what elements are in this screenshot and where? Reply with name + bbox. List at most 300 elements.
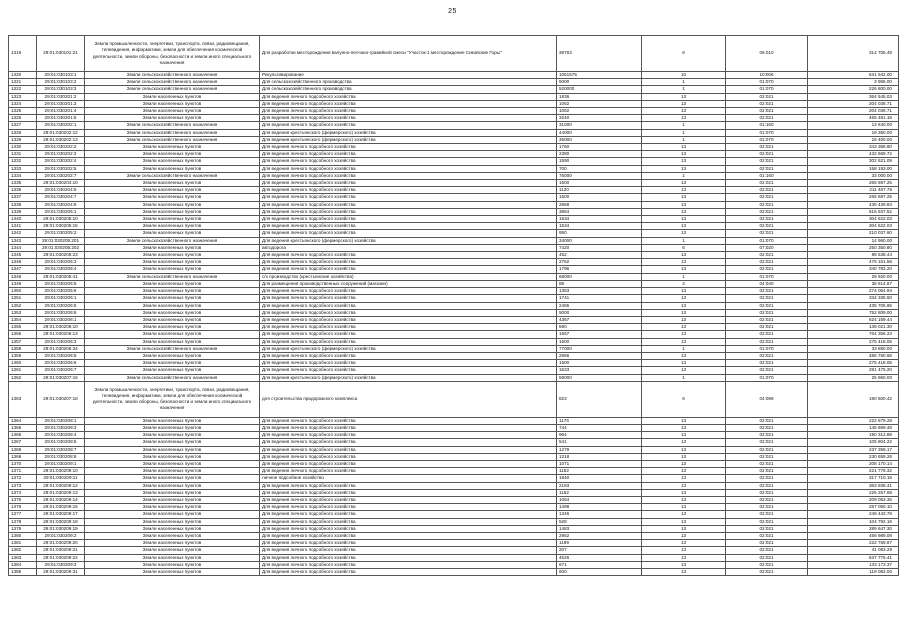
code-cell: 02:021 (726, 115, 808, 122)
cadastral-number-cell: 29:01:030206:34 (37, 345, 85, 352)
group-cell: 13 (642, 475, 726, 482)
code-cell: 02:021 (726, 259, 808, 266)
permitted-use-cell: Для размещения производственных сооружений (магазин) (260, 280, 557, 287)
area-cell: 1500 (557, 194, 642, 201)
permitted-use-cell: Для ведения личного подсобного хозяйства (260, 309, 557, 316)
cadastral-number-cell: 29:01:030209:11 (37, 475, 85, 482)
code-cell: 02:021 (726, 424, 808, 431)
area-cell: 59000 (557, 374, 642, 381)
cadastral-number-cell: 29:01:030201:2 (37, 93, 85, 100)
code-cell: 02:021 (726, 331, 808, 338)
area-cell: 39763 (557, 36, 642, 72)
cadastral-value-cell: 304 622.03 (808, 216, 899, 223)
cadastral-number-cell: 29:01:030206:6 (37, 309, 85, 316)
code-cell: 02:021 (726, 504, 808, 511)
group-cell: 1 (642, 79, 726, 86)
row-number-cell: 1363 (9, 381, 37, 417)
table-row (9, 144, 899, 151)
cadastral-value-cell: 3 965.00 (808, 79, 899, 86)
table-row (9, 187, 899, 194)
permitted-use-cell: Для ведения личного подсобного хозяйства (260, 532, 557, 539)
group-cell: 10 (642, 72, 726, 79)
table-row (9, 468, 899, 475)
code-cell: 01:160 (726, 122, 808, 129)
permitted-use-cell: Для ведения личного подсобного хозяйства (260, 352, 557, 359)
code-cell: 02:021 (726, 165, 808, 172)
permitted-use-cell: Для ведения личного подсобного хозяйства (260, 302, 557, 309)
cadastral-value-cell: 29 920.00 (808, 273, 899, 280)
group-cell: 13 (642, 100, 726, 107)
group-cell: 13 (642, 208, 726, 215)
cadastral-number-cell: 29:01:030204:5 (37, 187, 85, 194)
permitted-use-cell: Для ведения личного подсобного хозяйства (260, 540, 557, 547)
cadastral-value-cell: 624 169.44 (808, 316, 899, 323)
row-number-cell: 1324 (9, 100, 37, 107)
table-row (9, 100, 899, 107)
area-cell: 1062 (557, 108, 642, 115)
area-cell: 2952 (557, 532, 642, 539)
land-category-cell: Земли населенных пунктов (85, 194, 260, 201)
row-number-cell: 1338 (9, 201, 37, 208)
permitted-use-cell: Для ведения личного подсобного хозяйства (260, 446, 557, 453)
code-cell: 02:021 (726, 288, 808, 295)
group-cell: 13 (642, 489, 726, 496)
cadastral-value-cell: 158 193.00 (808, 165, 899, 172)
cadastral-value-cell: 119 082.00 (808, 569, 899, 576)
code-cell: 01:070 (726, 273, 808, 280)
cadastral-value-cell: 432 669.72 (808, 151, 899, 158)
group-cell: 13 (642, 367, 726, 374)
land-category-cell: Земли населенных пунктов (85, 324, 260, 331)
permitted-use-cell: Для ведения личного подсобного хозяйства (260, 561, 557, 568)
area-cell: 700 (557, 165, 642, 172)
cadastral-number-cell: 29:01:030209:13 (37, 489, 85, 496)
table-row (9, 432, 899, 439)
row-number-cell: 1373 (9, 482, 37, 489)
cadastral-value-cell: 211 467.76 (808, 187, 899, 194)
cadastral-value-cell: 752 809.00 (808, 309, 899, 316)
table-body (9, 36, 899, 576)
land-category-cell: Земли сельскохозяйственного назначения (85, 345, 260, 352)
permitted-use-cell: Для ведения личного подсобного хозяйства (260, 115, 557, 122)
area-cell: 1836 (557, 93, 642, 100)
code-cell: 02:021 (726, 100, 808, 107)
permitted-use-cell: Для ведения личного подсобного хозяйства (260, 324, 557, 331)
group-cell: 13 (642, 439, 726, 446)
cadastral-number-cell: 29:01:030205:10 (37, 216, 85, 223)
permitted-use-cell: Для ведения личного подсобного хозяйства (260, 194, 557, 201)
code-cell: 02:021 (726, 496, 808, 503)
row-number-cell: 1336 (9, 187, 37, 194)
cadastral-number-cell: 29:01:030205:15 (37, 223, 85, 230)
cadastral-value-cell: 98 538.44 (808, 252, 899, 259)
permitted-use-cell: Для ведения личного подсобного хозяйства (260, 331, 557, 338)
page-number: 25 (448, 8, 457, 15)
area-cell: 1218 (557, 453, 642, 460)
table-row (9, 252, 899, 259)
permitted-use-cell: с/х производство (крестьянские хозяйства) (260, 273, 557, 280)
group-cell: 13 (642, 453, 726, 460)
area-cell: 1071 (557, 460, 642, 467)
code-cell: 02:021 (726, 367, 808, 374)
table-row (9, 446, 899, 453)
row-number-cell: 1378 (9, 518, 37, 525)
table-row (9, 525, 899, 532)
land-category-cell: Земли промышленности, энергетики, транспорта, связи, радиовещания, телевидения, информатики, земли для обеспечения космической деятельности, земли обороны, безопасности и земли иного специального назначения (85, 381, 260, 417)
table-row (9, 352, 899, 359)
code-cell: 02:021 (726, 295, 808, 302)
area-cell: 1120 (557, 187, 642, 194)
area-cell: 1279 (557, 446, 642, 453)
cadastral-value-cell: 476 151.58 (808, 259, 899, 266)
group-cell: 13 (642, 309, 726, 316)
cadastral-number-cell: 29:01:030209:19 (37, 525, 85, 532)
land-category-cell: Земли населенных пунктов (85, 115, 260, 122)
land-category-cell: Земли населенных пунктов (85, 511, 260, 518)
area-cell: 1064 (557, 496, 642, 503)
cadastral-number-cell: 29:01:030209:22 (37, 554, 85, 561)
row-number-cell: 1344 (9, 244, 37, 251)
table-row (9, 475, 899, 482)
area-cell: 590 (557, 324, 642, 331)
land-category-cell: Земли сельскохозяйственного назначения (85, 172, 260, 179)
code-cell: 02:021 (726, 187, 808, 194)
cadastral-number-cell: 29:01:030206:13 (37, 331, 85, 338)
cadastral-number-cell: 29:01:030209:20 (37, 540, 85, 547)
row-number-cell: 1369 (9, 453, 37, 460)
table-row (9, 151, 899, 158)
row-number-cell: 1384 (9, 561, 37, 568)
group-cell: 1 (642, 374, 726, 381)
cadastral-number-cell: 29:01:030205:5 (37, 280, 85, 287)
area-cell: 4367 (557, 316, 642, 323)
cadastral-value-cell: 304 622.03 (808, 223, 899, 230)
cadastral-value-cell: 13 640.00 (808, 122, 899, 129)
cadastral-number-cell: 29:01:030205:202 (37, 244, 85, 251)
code-cell: 02:021 (726, 432, 808, 439)
row-number-cell: 1377 (9, 511, 37, 518)
group-cell: 13 (642, 532, 726, 539)
land-category-cell: Земли населенных пунктов (85, 424, 260, 431)
group-cell: 6 (642, 36, 726, 72)
land-category-cell: Земли населенных пунктов (85, 360, 260, 367)
table-row (9, 223, 899, 230)
table-row (9, 489, 899, 496)
permitted-use-cell: личное подсобное хозяйство (260, 475, 557, 482)
table-row (9, 208, 899, 215)
permitted-use-cell: Для ведения личного подсобного хозяйства (260, 453, 557, 460)
permitted-use-cell: Для ведения личного подсобного хозяйства (260, 100, 557, 107)
permitted-use-cell: Для ведения личного подсобного хозяйства (260, 180, 557, 187)
group-cell: 13 (642, 504, 726, 511)
cadastral-number-cell: 29:01:030202:3 (37, 151, 85, 158)
group-cell: 1 (642, 237, 726, 244)
land-category-cell: Земли населенных пунктов (85, 338, 260, 345)
code-cell: 01:070 (726, 374, 808, 381)
row-number-cell: 1327 (9, 122, 37, 129)
table-row (9, 266, 899, 273)
cadastral-number-cell: 29:01:030103:3 (37, 86, 85, 93)
code-cell: 02:021 (726, 338, 808, 345)
row-number-cell: 1368 (9, 446, 37, 453)
permitted-use-cell: Для разработки месторождения валунно-песчано-гравийной смеси "Участок-1 месторождение Сиковские Горы" (260, 36, 557, 72)
group-cell: 13 (642, 187, 726, 194)
table-row (9, 295, 899, 302)
table-row (9, 230, 899, 237)
permitted-use-cell: Для ведения личного подсобного хозяйства (260, 424, 557, 431)
code-cell: 02:021 (726, 201, 808, 208)
cadastral-value-cell: 225 257.68 (808, 489, 899, 496)
code-cell: 02:021 (726, 158, 808, 165)
permitted-use-cell: Для ведения личного подсобного хозяйства (260, 187, 557, 194)
land-category-cell: Земли населенных пунктов (85, 532, 260, 539)
table-row (9, 288, 899, 295)
permitted-use-cell: Для ведения личного подсобного хозяйства (260, 223, 557, 230)
land-category-cell: Земли населенных пунктов (85, 432, 260, 439)
row-number-cell: 1366 (9, 432, 37, 439)
permitted-use-cell: Для ведения личного подсобного хозяйства (260, 151, 557, 158)
cadastral-value-cell: 139 021.30 (808, 324, 899, 331)
group-cell: 13 (642, 223, 726, 230)
row-number-cell: 1348 (9, 273, 37, 280)
cadastral-number-cell: 29:01:030206:6 (37, 360, 85, 367)
cadastral-number-cell: 29:01:030206:5 (37, 352, 85, 359)
table-row (9, 331, 899, 338)
code-cell: 04:040 (726, 280, 808, 287)
table-row (9, 108, 899, 115)
group-cell: 13 (642, 331, 726, 338)
permitted-use-cell: Для ведения личного подсобного хозяйства (260, 468, 557, 475)
area-cell: 1760 (557, 144, 642, 151)
code-cell: 02:021 (726, 144, 808, 151)
cadastral-number-cell: 29:01:030208:6 (37, 439, 85, 446)
area-cell: 541 (557, 439, 642, 446)
group-cell: 13 (642, 496, 726, 503)
table-row (9, 122, 899, 129)
cadastral-value-cell: 637 775.41 (808, 554, 899, 561)
code-cell: 02:021 (726, 569, 808, 576)
row-number-cell: 1381 (9, 540, 37, 547)
area-cell: 1353 (557, 288, 642, 295)
cadastral-value-cell: 343 368.80 (808, 144, 899, 151)
cadastral-value-cell: 25 960.00 (808, 374, 899, 381)
permitted-use-cell: Для ведения личного подсобного хозяйства (260, 201, 557, 208)
land-category-cell: Земли населенных пунктов (85, 244, 260, 251)
cadastral-number-cell: 29:01:030209:12 (37, 482, 85, 489)
area-cell: 1199 (557, 540, 642, 547)
cadastral-number-cell: 29:01:030205:4 (37, 266, 85, 273)
table-row (9, 482, 899, 489)
group-cell: 13 (642, 266, 726, 273)
land-category-cell: Земли населенных пунктов (85, 151, 260, 158)
cadastral-value-cell: 363 938.41 (808, 482, 899, 489)
permitted-use-cell: Для ведения личного подсобного хозяйства (260, 316, 557, 323)
row-number-cell: 1353 (9, 309, 37, 316)
table-row (9, 194, 899, 201)
code-cell: 02:021 (726, 302, 808, 309)
group-cell: 13 (642, 108, 726, 115)
permitted-use-cell: Для ведения личного подсобного хозяйства (260, 496, 557, 503)
cadastral-value-cell: 314 705.49 (808, 36, 899, 72)
code-cell: 10:006 (726, 72, 808, 79)
permitted-use-cell: Для ведения личного подсобного хозяйства (260, 367, 557, 374)
table-row (9, 165, 899, 172)
land-category-cell: Земли населенных пунктов (85, 280, 260, 287)
table-row (9, 554, 899, 561)
code-cell: 02:021 (726, 489, 808, 496)
land-category-cell: Земли населенных пунктов (85, 309, 260, 316)
cadastral-number-cell: 29:01:030209:2 (37, 532, 85, 539)
land-category-cell: Земли населенных пунктов (85, 165, 260, 172)
group-cell: 6 (642, 381, 726, 417)
table-row (9, 309, 899, 316)
land-category-cell: Земли населенных пунктов (85, 266, 260, 273)
cadastral-number-cell: 29:01:030209:10 (37, 468, 85, 475)
land-category-cell: Земли населенных пунктов (85, 525, 260, 532)
cadastral-value-cell: 334 335.50 (808, 295, 899, 302)
row-number-cell: 1357 (9, 338, 37, 345)
cadastral-value-cell: 221 776.32 (808, 468, 899, 475)
permitted-use-cell: Для ведения крестьянского (фермерского) хозяйства (260, 136, 557, 143)
code-cell: 02:021 (726, 561, 808, 568)
group-cell: 1 (642, 129, 726, 136)
table-row (9, 360, 899, 367)
cadastral-value-cell: 281 475.20 (808, 367, 899, 374)
row-number-cell: 1323 (9, 93, 37, 100)
land-category-cell: Земли населенных пунктов (85, 93, 260, 100)
cadastral-value-cell: 226 800.00 (808, 86, 899, 93)
cadastral-value-cell: 210 037.60 (808, 230, 899, 237)
land-category-cell: Земли сельскохозяйственного назначения (85, 374, 260, 381)
cadastral-number-cell: 29:01:030205:41 (37, 273, 85, 280)
land-category-cell: Земли населенных пунктов (85, 352, 260, 359)
land-category-cell: Земли населенных пунктов (85, 453, 260, 460)
permitted-use-cell: Рекультивирование (260, 72, 557, 79)
group-cell: 13 (642, 216, 726, 223)
row-number-cell: 1360 (9, 360, 37, 367)
land-category-cell: Земли населенных пунктов (85, 540, 260, 547)
row-number-cell: 1355 (9, 324, 37, 331)
cadastral-value-cell: 145 869.48 (808, 424, 899, 431)
permitted-use-cell: Для ведения личного подсобного хозяйства (260, 122, 557, 129)
land-category-cell: Земли сельскохозяйственного назначения (85, 122, 260, 129)
area-cell: 34000 (557, 237, 642, 244)
land-category-cell: Земли населенных пунктов (85, 468, 260, 475)
permitted-use-cell: Для ведения личного подсобного хозяйства (260, 439, 557, 446)
table-row (9, 237, 899, 244)
row-number-cell: 1326 (9, 115, 37, 122)
group-cell: 1 (642, 273, 726, 280)
row-number-cell: 1354 (9, 316, 37, 323)
code-cell: 02:021 (726, 266, 808, 273)
land-category-cell: Земли населенных пунктов (85, 439, 260, 446)
code-cell: 02:021 (726, 475, 808, 482)
table-row (9, 259, 899, 266)
group-cell: 13 (642, 93, 726, 100)
code-cell: 07:020 (726, 244, 808, 251)
land-plot-table (8, 35, 899, 576)
table-row (9, 316, 899, 323)
land-category-cell: Земли населенных пунктов (85, 547, 260, 554)
land-category-cell: Земли населенных пунктов (85, 569, 260, 576)
permitted-use-cell: Для ведения личного подсобного хозяйства (260, 432, 557, 439)
group-cell: 13 (642, 525, 726, 532)
area-cell: 75000 (557, 172, 642, 179)
table-row (9, 280, 899, 287)
row-number-cell: 1376 (9, 504, 37, 511)
permitted-use-cell: Для ведения личного подсобного хозяйства (260, 172, 557, 179)
group-cell: 6 (642, 244, 726, 251)
cadastral-number-cell: 29:01:030202:2 (37, 144, 85, 151)
row-number-cell: 1339 (9, 208, 37, 215)
cadastral-number-cell: 29:01:030209:1 (37, 460, 85, 467)
row-number-cell: 1347 (9, 266, 37, 273)
cadastral-number-cell: 29:01:030206:1 (37, 295, 85, 302)
row-number-cell: 1341 (9, 223, 37, 230)
permitted-use-cell: Для ведения крестьянского (фермерского) хозяйства (260, 345, 557, 352)
area-cell: 2380 (557, 151, 642, 158)
table-row (9, 532, 899, 539)
cadastral-number-cell: 29:01:030204:10 (37, 180, 85, 187)
row-number-cell: 1364 (9, 417, 37, 424)
land-category-cell: Земли сельскохозяйственного назначения (85, 273, 260, 280)
code-cell: 01:070 (726, 345, 808, 352)
group-cell: 1 (642, 86, 726, 93)
cadastral-number-cell: 29:01:030205:201 (37, 237, 85, 244)
permitted-use-cell: Для сельскохозяйственного производства (260, 79, 557, 86)
land-category-cell: Земли населенных пунктов (85, 475, 260, 482)
code-cell: 02:021 (726, 482, 808, 489)
code-cell: 02:021 (726, 460, 808, 467)
row-number-cell: 1335 (9, 180, 37, 187)
row-number-cell: 1370 (9, 460, 37, 467)
land-category-cell: Земли населенных пунктов (85, 144, 260, 151)
cadastral-number-cell: 29:01:030202:13 (37, 136, 85, 143)
cadastral-value-cell: 104 792.16 (808, 518, 899, 525)
cadastral-value-cell: 38 614.87 (808, 280, 899, 287)
cadastral-value-cell: 250 350.80 (808, 244, 899, 251)
cadastral-number-cell: 29:01:030202:1 (37, 122, 85, 129)
land-category-cell: Земли населенных пунктов (85, 158, 260, 165)
group-cell: 13 (642, 194, 726, 201)
land-category-cell: Земли населенных пунктов (85, 223, 260, 230)
code-cell: 02:021 (726, 194, 808, 201)
area-cell: 744 (557, 424, 642, 431)
table-row (9, 496, 899, 503)
cadastral-value-cell: 265 697.25 (808, 194, 899, 201)
group-cell: 13 (642, 432, 726, 439)
area-cell: 68000 (557, 273, 642, 280)
cadastral-number-cell: 29:01:030208:1 (37, 417, 85, 424)
cadastral-number-cell: 29:01:030207:16 (37, 374, 85, 381)
code-cell: 02:021 (726, 453, 808, 460)
group-cell: 13 (642, 446, 726, 453)
land-category-cell: Земли населенных пунктов (85, 259, 260, 266)
row-number-cell: 1349 (9, 280, 37, 287)
row-number-cell: 1328 (9, 129, 37, 136)
cadastral-number-cell: 29:01:030206:10 (37, 324, 85, 331)
row-number-cell: 1319 (9, 36, 37, 72)
code-cell: 02:021 (726, 360, 808, 367)
code-cell: 02:021 (726, 216, 808, 223)
group-cell: 13 (642, 338, 726, 345)
area-cell: 3240 (557, 115, 642, 122)
land-category-cell: Земли населенных пунктов (85, 252, 260, 259)
permitted-use-cell: Для ведения личного подсобного хозяйства (260, 208, 557, 215)
area-cell: 44000 (557, 129, 642, 136)
group-cell: 13 (642, 540, 726, 547)
area-cell: 4526 (557, 554, 642, 561)
